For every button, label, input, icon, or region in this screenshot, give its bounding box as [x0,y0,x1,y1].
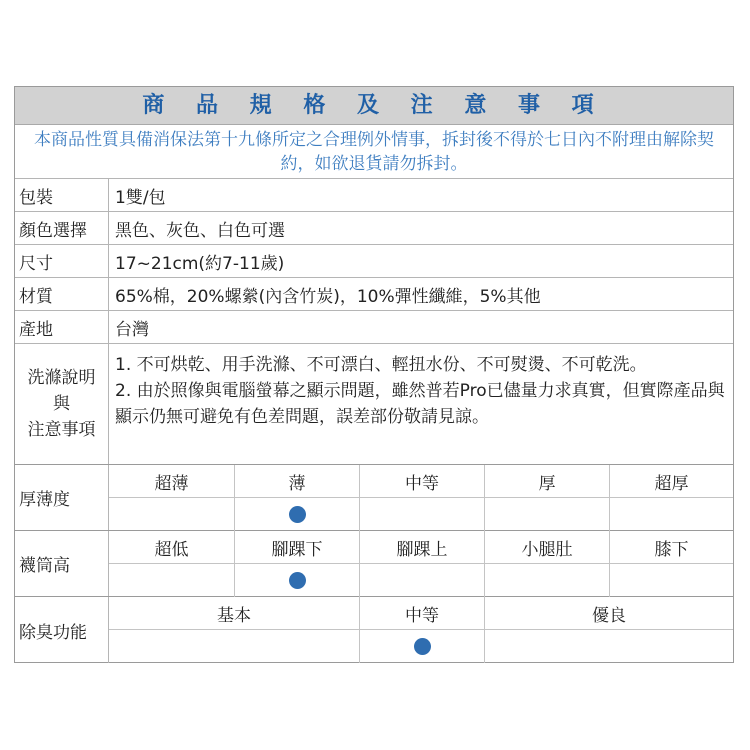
deodorant-row [15,597,733,663]
thickness-option: 厚 [485,465,610,498]
spec-value: 17~21cm(約7-11歲) [115,253,285,274]
care-label-line: 注意事項 [27,420,96,440]
deodorant-option: 中等 [360,597,485,630]
sock-height-option: 超低 [109,531,235,564]
spec-row-material [15,278,733,311]
selected-dot-icon [289,506,306,523]
spec-value: 65%棉，20%螺縈(內含竹炭)，10%彈性纖維，5%其他 [115,286,541,307]
thickness-option: 薄 [235,465,360,498]
spec-row-origin [15,311,733,344]
spec-label: 產地 [15,311,109,343]
sock-height-option: 膝下 [610,531,733,564]
sock-height-slot [610,564,733,597]
spec-row-color [15,212,733,245]
care-text [115,344,727,464]
return-policy-notice: 本商品性質具備消保法第十九條所定之合理例外情事，拆封後不得於七日內不附理由解除契約，如欲退貨請勿拆封。 [15,125,733,179]
sock-height-slot [109,564,235,597]
thickness-option: 中等 [360,465,485,498]
deodorant-slot [360,630,485,663]
care-line-2: 2. 由於照像與電腦螢幕之顯示問題，雖然普若Pro已儘量力求真實，但實際產品與 顯示仍無可避免有色差問題，誤差部份敬請見諒。 [115,381,725,427]
thickness-option: 超厚 [610,465,733,498]
spec-label: 尺寸 [15,245,109,277]
thickness-label: 厚薄度 [15,465,109,530]
sock-height-option: 腳踝下 [235,531,360,564]
deodorant-label: 除臭功能 [15,597,109,663]
thickness-option: 超薄 [109,465,235,498]
deodorant-slot [485,630,733,663]
spec-label: 包裝 [15,179,109,211]
care-row [15,344,733,465]
spec-label: 材質 [15,278,109,310]
spec-value: 黑色、灰色、白色可選 [115,220,285,241]
spec-label: 顏色選擇 [15,212,109,244]
page-title: 商 品 規 格 及 注 意 事 項 [15,87,733,125]
thickness-slot [610,498,733,531]
sock-height-slot [485,564,610,597]
sock-height-option: 腳踝上 [360,531,485,564]
thickness-slot [109,498,235,531]
care-label-line: 洗滌說明 [27,368,96,388]
care-line-1: 1. 不可烘乾、用手洗滌、不可漂白、輕扭水份、不可熨燙、不可乾洗。 [115,355,647,375]
sock-height-slot [360,564,485,597]
selected-dot-icon [414,638,431,655]
spec-sheet [14,86,734,663]
sock-height-option: 小腿肚 [485,531,610,564]
thickness-slot [485,498,610,531]
selected-dot-icon [289,572,306,589]
care-label-line: 與 [53,394,70,414]
spec-value: 1雙/包 [115,187,166,208]
sock-height-label: 襪筒高 [15,531,109,596]
deodorant-option: 基本 [109,597,360,630]
spec-row-packaging [15,179,733,212]
thickness-slot [235,498,360,531]
care-label [15,344,109,464]
deodorant-slot [109,630,360,663]
spec-row-size [15,245,733,278]
thickness-row [15,465,733,531]
spec-value: 台灣 [115,319,149,340]
thickness-slot [360,498,485,531]
sock-height-slot [235,564,360,597]
sock-height-row [15,531,733,597]
deodorant-option: 優良 [485,597,733,630]
